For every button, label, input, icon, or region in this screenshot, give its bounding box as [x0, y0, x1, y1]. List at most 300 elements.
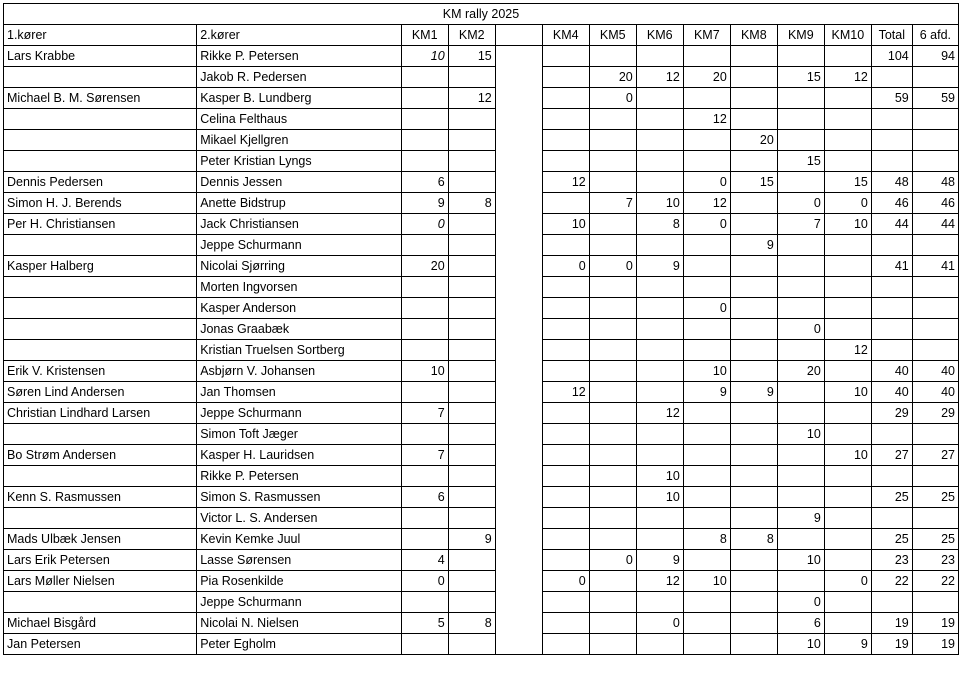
cell-km6: 10: [636, 487, 683, 508]
cell-km6: [636, 319, 683, 340]
cell-km9: [777, 130, 824, 151]
cell-km2: 8: [448, 613, 495, 634]
cell-km8: 20: [730, 130, 777, 151]
title-row: [4, 4, 959, 25]
cell-km9: [777, 277, 824, 298]
cell-km7: 0: [683, 172, 730, 193]
cell-km6: [636, 445, 683, 466]
cell-afd: [912, 466, 958, 487]
cell-km1: [401, 634, 448, 655]
cell-total: 41: [871, 256, 912, 277]
cell-total: 22: [871, 571, 912, 592]
cell-km7: 8: [683, 529, 730, 550]
cell-km9: 0: [777, 319, 824, 340]
cell-km10: [824, 88, 871, 109]
cell-km2: 12: [448, 88, 495, 109]
cell-km6: 9: [636, 256, 683, 277]
cell-km5: [589, 235, 636, 256]
cell-driver1: Lars Møller Nielsen: [4, 571, 197, 592]
cell-driver1: Lars Erik Petersen: [4, 550, 197, 571]
cell-km7: [683, 46, 730, 67]
table-row: [4, 46, 959, 67]
cell-driver1: [4, 67, 197, 88]
cell-total: [871, 151, 912, 172]
cell-total: 27: [871, 445, 912, 466]
cell-km2: [448, 319, 495, 340]
cell-driver1: [4, 298, 197, 319]
cell-km4: [542, 277, 589, 298]
cell-afd: 25: [912, 529, 958, 550]
cell-km9: 0: [777, 592, 824, 613]
cell-km8: [730, 214, 777, 235]
cell-km8: [730, 109, 777, 130]
cell-km1: 4: [401, 550, 448, 571]
cell-km1: [401, 88, 448, 109]
cell-km9: [777, 235, 824, 256]
column-header-total: Total: [871, 25, 912, 46]
cell-afd: 40: [912, 361, 958, 382]
cell-km8: 9: [730, 382, 777, 403]
table-row: [4, 592, 959, 613]
cell-km7: [683, 403, 730, 424]
cell-driver2: Kasper H. Lauridsen: [197, 445, 401, 466]
cell-km4: [542, 424, 589, 445]
cell-km9: [777, 466, 824, 487]
cell-km7: [683, 466, 730, 487]
cell-km4: 10: [542, 214, 589, 235]
cell-km9: [777, 382, 824, 403]
cell-driver2: Rikke P. Petersen: [197, 46, 401, 67]
table-row: [4, 172, 959, 193]
cell-km1: [401, 130, 448, 151]
cell-km2: [448, 487, 495, 508]
cell-km5: 7: [589, 193, 636, 214]
cell-km8: [730, 613, 777, 634]
cell-driver2: Jeppe Schurmann: [197, 235, 401, 256]
cell-km5: [589, 319, 636, 340]
table-row: [4, 109, 959, 130]
cell-km4: [542, 340, 589, 361]
cell-total: [871, 235, 912, 256]
cell-driver2: Nicolai N. Nielsen: [197, 613, 401, 634]
cell-km10: [824, 235, 871, 256]
cell-driver2: Simon S. Rasmussen: [197, 487, 401, 508]
cell-km4: [542, 487, 589, 508]
cell-km8: 15: [730, 172, 777, 193]
cell-driver1: [4, 109, 197, 130]
cell-km6: [636, 508, 683, 529]
cell-km2: [448, 445, 495, 466]
cell-driver1: [4, 508, 197, 529]
cell-km1: 5: [401, 613, 448, 634]
cell-total: 25: [871, 487, 912, 508]
cell-driver2: Kasper B. Lundberg: [197, 88, 401, 109]
cell-km5: [589, 109, 636, 130]
cell-km5: [589, 361, 636, 382]
cell-km10: [824, 46, 871, 67]
cell-total: [871, 424, 912, 445]
cell-km4: [542, 613, 589, 634]
cell-total: [871, 277, 912, 298]
table-row: [4, 193, 959, 214]
table-row: [4, 67, 959, 88]
cell-driver2: Jeppe Schurmann: [197, 592, 401, 613]
cell-afd: 94: [912, 46, 958, 67]
table-row: [4, 256, 959, 277]
cell-total: [871, 109, 912, 130]
table-row: [4, 340, 959, 361]
cell-km9: [777, 487, 824, 508]
cell-km5: 0: [589, 256, 636, 277]
cell-km2: [448, 172, 495, 193]
cell-driver2: Jakob R. Pedersen: [197, 67, 401, 88]
cell-afd: [912, 109, 958, 130]
cell-km5: [589, 403, 636, 424]
cell-km9: [777, 88, 824, 109]
cell-km10: [824, 508, 871, 529]
cell-km7: [683, 235, 730, 256]
cell-driver2: Pia Rosenkilde: [197, 571, 401, 592]
column-header-km10: KM10: [824, 25, 871, 46]
cell-km6: 10: [636, 193, 683, 214]
cell-driver2: Dennis Jessen: [197, 172, 401, 193]
cell-km1: 0: [401, 214, 448, 235]
cell-km6: [636, 46, 683, 67]
cell-km6: 0: [636, 613, 683, 634]
cell-km6: 10: [636, 466, 683, 487]
cell-km2: [448, 550, 495, 571]
cell-driver1: [4, 235, 197, 256]
cell-km10: [824, 130, 871, 151]
cell-total: 19: [871, 613, 912, 634]
cell-driver2: Jeppe Schurmann: [197, 403, 401, 424]
table-row: [4, 151, 959, 172]
cell-afd: 40: [912, 382, 958, 403]
cell-km4: [542, 298, 589, 319]
cell-afd: 25: [912, 487, 958, 508]
cell-km7: 0: [683, 298, 730, 319]
cell-km9: [777, 172, 824, 193]
column-header-driver1: 1.kører: [4, 25, 197, 46]
cell-driver1: Kasper Halberg: [4, 256, 197, 277]
cell-km5: [589, 592, 636, 613]
cell-km6: [636, 235, 683, 256]
cell-driver2: Celina Felthaus: [197, 109, 401, 130]
cell-km6: [636, 151, 683, 172]
cell-km9: 7: [777, 214, 824, 235]
cell-km2: [448, 508, 495, 529]
column-header-km9: KM9: [777, 25, 824, 46]
cell-km5: [589, 634, 636, 655]
cell-afd: 46: [912, 193, 958, 214]
cell-km1: [401, 508, 448, 529]
cell-driver1: Jan Petersen: [4, 634, 197, 655]
cell-km1: 0: [401, 571, 448, 592]
cell-km8: [730, 634, 777, 655]
cell-km9: [777, 403, 824, 424]
cell-driver1: Lars Krabbe: [4, 46, 197, 67]
table-row: [4, 634, 959, 655]
column-header-km7: KM7: [683, 25, 730, 46]
cell-total: 48: [871, 172, 912, 193]
cell-km5: [589, 529, 636, 550]
table-row: [4, 466, 959, 487]
cell-km8: [730, 298, 777, 319]
cell-km7: [683, 550, 730, 571]
table-row: [4, 298, 959, 319]
cell-driver2: Jan Thomsen: [197, 382, 401, 403]
column-header-driver2: 2.kører: [197, 25, 401, 46]
cell-km4: [542, 361, 589, 382]
cell-km8: [730, 88, 777, 109]
cell-driver1: Mads Ulbæk Jensen: [4, 529, 197, 550]
cell-km6: [636, 340, 683, 361]
cell-driver2: Kevin Kemke Juul: [197, 529, 401, 550]
cell-km1: 10: [401, 46, 448, 67]
cell-driver2: Simon Toft Jæger: [197, 424, 401, 445]
table-row: [4, 88, 959, 109]
results-table: [3, 3, 959, 655]
cell-km6: [636, 529, 683, 550]
cell-km7: 20: [683, 67, 730, 88]
cell-km10: [824, 592, 871, 613]
cell-km8: 8: [730, 529, 777, 550]
cell-km4: [542, 634, 589, 655]
cell-afd: 48: [912, 172, 958, 193]
cell-km4: [542, 193, 589, 214]
cell-km2: [448, 256, 495, 277]
cell-total: [871, 319, 912, 340]
cell-driver2: Kasper Anderson: [197, 298, 401, 319]
cell-km8: [730, 445, 777, 466]
cell-km4: [542, 67, 589, 88]
cell-km10: [824, 424, 871, 445]
cell-km7: 9: [683, 382, 730, 403]
cell-afd: [912, 508, 958, 529]
cell-km4: [542, 235, 589, 256]
cell-km5: [589, 172, 636, 193]
cell-driver1: [4, 319, 197, 340]
table-row: [4, 571, 959, 592]
cell-km5: 0: [589, 550, 636, 571]
cell-driver1: Christian Lindhard Larsen: [4, 403, 197, 424]
cell-km7: [683, 487, 730, 508]
cell-driver1: Erik V. Kristensen: [4, 361, 197, 382]
cell-km2: [448, 571, 495, 592]
cell-km7: [683, 256, 730, 277]
table-row: [4, 508, 959, 529]
cell-driver2: Kristian Truelsen Sortberg: [197, 340, 401, 361]
cell-km9: 15: [777, 151, 824, 172]
cell-km5: [589, 571, 636, 592]
cell-afd: 59: [912, 88, 958, 109]
cell-afd: [912, 298, 958, 319]
column-header-km2: KM2: [448, 25, 495, 46]
cell-km1: [401, 424, 448, 445]
cell-km1: [401, 319, 448, 340]
cell-km9: [777, 340, 824, 361]
cell-km7: [683, 445, 730, 466]
table-row: [4, 235, 959, 256]
cell-km8: [730, 550, 777, 571]
cell-km2: [448, 592, 495, 613]
cell-km8: [730, 466, 777, 487]
cell-km2: [448, 382, 495, 403]
cell-km1: [401, 529, 448, 550]
cell-afd: [912, 277, 958, 298]
cell-km5: [589, 277, 636, 298]
cell-total: [871, 508, 912, 529]
cell-km7: [683, 634, 730, 655]
table-row: [4, 529, 959, 550]
cell-km7: 10: [683, 361, 730, 382]
cell-km7: 12: [683, 109, 730, 130]
cell-driver1: [4, 151, 197, 172]
cell-km1: [401, 109, 448, 130]
table-row: [4, 424, 959, 445]
cell-km5: [589, 46, 636, 67]
cell-km5: 20: [589, 67, 636, 88]
cell-driver1: Per H. Christiansen: [4, 214, 197, 235]
cell-km2: [448, 424, 495, 445]
cell-km8: [730, 508, 777, 529]
cell-km6: [636, 424, 683, 445]
cell-driver1: [4, 424, 197, 445]
table-row: [4, 277, 959, 298]
cell-km9: [777, 571, 824, 592]
cell-afd: 19: [912, 613, 958, 634]
cell-km5: [589, 613, 636, 634]
cell-km8: [730, 319, 777, 340]
cell-km8: [730, 487, 777, 508]
cell-km5: [589, 151, 636, 172]
cell-km6: [636, 172, 683, 193]
cell-km7: [683, 130, 730, 151]
cell-km5: [589, 508, 636, 529]
cell-driver2: Victor L. S. Andersen: [197, 508, 401, 529]
cell-total: 44: [871, 214, 912, 235]
cell-km1: [401, 235, 448, 256]
cell-driver2: Jack Christiansen: [197, 214, 401, 235]
cell-afd: [912, 151, 958, 172]
cell-km8: [730, 361, 777, 382]
cell-km10: [824, 613, 871, 634]
cell-km10: 10: [824, 382, 871, 403]
cell-km5: [589, 298, 636, 319]
cell-driver2: Rikke P. Petersen: [197, 466, 401, 487]
cell-km8: [730, 424, 777, 445]
cell-afd: [912, 130, 958, 151]
cell-driver1: [4, 340, 197, 361]
cell-driver2: Anette Bidstrup: [197, 193, 401, 214]
cell-km8: [730, 256, 777, 277]
cell-total: 25: [871, 529, 912, 550]
cell-km8: [730, 403, 777, 424]
cell-km2: [448, 403, 495, 424]
cell-km7: [683, 424, 730, 445]
cell-total: 40: [871, 382, 912, 403]
cell-km2: [448, 214, 495, 235]
table-row: [4, 487, 959, 508]
cell-total: 29: [871, 403, 912, 424]
cell-afd: 27: [912, 445, 958, 466]
cell-afd: 22: [912, 571, 958, 592]
table-row: [4, 550, 959, 571]
cell-km6: [636, 361, 683, 382]
cell-km5: [589, 487, 636, 508]
cell-km10: [824, 298, 871, 319]
cell-km4: [542, 508, 589, 529]
cell-km10: 12: [824, 67, 871, 88]
column-header-km8: KM8: [730, 25, 777, 46]
cell-km1: [401, 382, 448, 403]
cell-afd: 19: [912, 634, 958, 655]
cell-afd: [912, 592, 958, 613]
cell-km1: 9: [401, 193, 448, 214]
cell-driver1: Simon H. J. Berends: [4, 193, 197, 214]
cell-driver1: [4, 130, 197, 151]
cell-km4: [542, 46, 589, 67]
cell-km4: [542, 88, 589, 109]
cell-km9: [777, 256, 824, 277]
cell-driver2: Peter Kristian Lyngs: [197, 151, 401, 172]
cell-km1: 7: [401, 403, 448, 424]
cell-driver1: Dennis Pedersen: [4, 172, 197, 193]
cell-km2: [448, 634, 495, 655]
cell-km9: 15: [777, 67, 824, 88]
cell-km10: [824, 277, 871, 298]
cell-km6: [636, 277, 683, 298]
cell-km8: [730, 193, 777, 214]
cell-km4: [542, 403, 589, 424]
cell-km1: [401, 340, 448, 361]
cell-driver1: [4, 466, 197, 487]
cell-km7: 10: [683, 571, 730, 592]
cell-km10: 10: [824, 214, 871, 235]
cell-km1: [401, 466, 448, 487]
cell-km9: 10: [777, 550, 824, 571]
cell-total: 104: [871, 46, 912, 67]
cell-km2: [448, 130, 495, 151]
cell-km6: 12: [636, 403, 683, 424]
column-header-km3: KM3: [495, 25, 542, 46]
cell-total: 40: [871, 361, 912, 382]
cell-afd: 44: [912, 214, 958, 235]
cell-km9: [777, 445, 824, 466]
cell-km6: 9: [636, 550, 683, 571]
cell-km5: [589, 340, 636, 361]
cell-km5: [589, 466, 636, 487]
cell-km6: 12: [636, 67, 683, 88]
cell-km9: 0: [777, 193, 824, 214]
cell-km1: 7: [401, 445, 448, 466]
cell-driver2: Asbjørn V. Johansen: [197, 361, 401, 382]
cell-km10: 12: [824, 340, 871, 361]
cell-km4: [542, 130, 589, 151]
cell-km6: 12: [636, 571, 683, 592]
cell-total: 59: [871, 88, 912, 109]
cell-km4: 0: [542, 571, 589, 592]
cell-driver2: Jonas Graabæk: [197, 319, 401, 340]
cell-km5: [589, 130, 636, 151]
cell-km1: [401, 592, 448, 613]
cell-driver1: Søren Lind Andersen: [4, 382, 197, 403]
cancelled-stage-banner: [495, 46, 542, 655]
cell-km4: [542, 550, 589, 571]
cell-km8: 9: [730, 235, 777, 256]
cell-km10: [824, 151, 871, 172]
cell-km2: [448, 361, 495, 382]
